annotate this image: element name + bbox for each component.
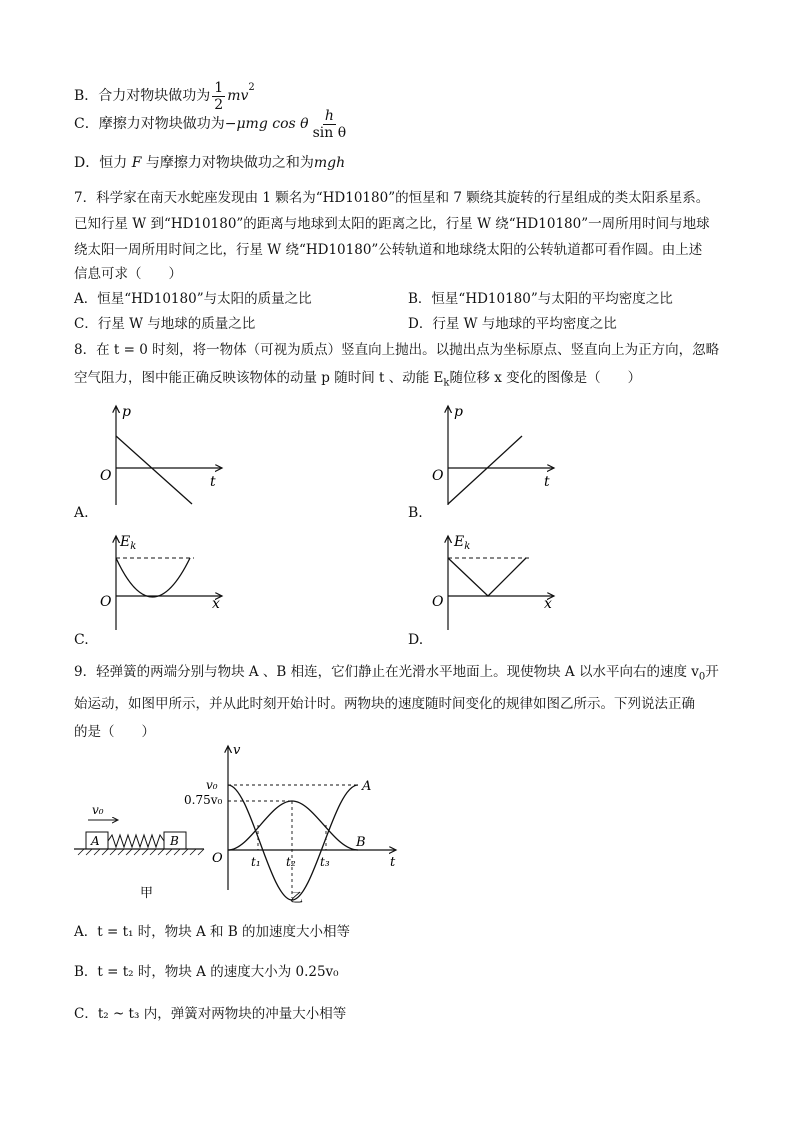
q8-b-p-label: p <box>454 404 463 420</box>
q6-b-sup: 2 <box>248 82 255 93</box>
q7-line-4: 信息可求（ ） <box>74 266 182 282</box>
q8-line-2 <box>74 368 641 394</box>
q6-d-tail: mgh <box>313 155 346 171</box>
q6-option-b <box>74 70 255 113</box>
q8-c-x-label: x <box>212 596 220 612</box>
q8-b-o-label: O <box>432 468 444 484</box>
q9-line-1-sub: 0 <box>698 671 706 683</box>
q9-option-a: A．t = t₁ 时，物块 A 和 B 的加速度大小相等 <box>74 924 351 940</box>
q8-b-line <box>448 436 522 504</box>
q9-yi-v0-label: v₀ <box>206 778 218 792</box>
q6-option-c <box>74 104 350 144</box>
q9-line-1-text: 9．轻弹簧的两端分别与物块 A 、B 相连，它们静止在光滑水平地面上。现使物块 A 以水平向右的速度 v <box>74 664 699 680</box>
q7-line-1: 7．科学家在南天水蛇座发现由 1 颗名为“HD10180”的恒星和 7 颗绕其旋转的行星组成的类太阳系星系。 <box>74 190 710 206</box>
q8-a-p-label: p <box>122 404 131 420</box>
q6-option-d <box>74 153 345 173</box>
q8-graph-d <box>426 530 586 635</box>
q6-b-text: B．合力对物块做功为 <box>74 88 211 104</box>
q6-c-den: sin θ <box>312 124 347 141</box>
q8-graph-c <box>90 530 250 635</box>
q7-line-3: 绕太阳一周所用时间之比，行星 W 绕“HD10180”公转轨道和地球绕太阳的公转轨道都可看作圆。由上述 <box>74 242 703 258</box>
q7-option-a: A．恒星“HD10180”与太阳的质量之比 <box>74 291 312 307</box>
q8-line-1: 8．在 t = 0 时刻，将一物体（可视为质点）竖直向上抛出。以抛出点为坐标原点、竖直向上为正方向，忽略 <box>74 342 720 358</box>
q8-graph-b <box>426 400 586 510</box>
q9-jia-caption: 甲 <box>140 886 154 901</box>
q8-c-ek-label: $E_k$ <box>120 534 137 552</box>
q6-b-tail: mv <box>227 88 249 104</box>
q9-yi-t3-label: t₃ <box>320 855 330 869</box>
q7-line-2: 已知行星 W 到“HD10180”的距离与地球到太阳的距离之比，行星 W 绕“HD10180”一周所用时间与地球 <box>74 216 710 232</box>
q9-yi-o-label: O <box>212 851 223 866</box>
q6-d-text: D．恒力 <box>74 155 128 171</box>
q9-line-3: 的是（ ） <box>74 724 155 740</box>
q8-a-o-label: O <box>100 468 112 484</box>
q8-option-c: C. <box>74 632 89 648</box>
q9-yi-curve-b-label: B <box>356 835 366 850</box>
q9-block-a-label: A <box>91 834 100 848</box>
q9-yi-curve-a <box>228 785 358 900</box>
q8-line-2-sub: k <box>443 377 450 389</box>
q8-d-x-label: x <box>544 596 552 612</box>
q8-d-ek-label: $E_k$ <box>454 534 471 552</box>
q9-line-1 <box>74 662 719 688</box>
q8-c-curve <box>116 558 190 597</box>
q9-figure-yi <box>184 740 410 906</box>
q9-yi-curve-a-label: A <box>362 779 372 794</box>
q7-option-b: B．恒星“HD10180”与太阳的平均密度之比 <box>408 291 673 307</box>
q9-figure-jia <box>70 800 210 900</box>
q6-d-f: F <box>131 155 142 171</box>
q8-b-t-label: t <box>544 474 550 490</box>
q9-yi-caption: 乙 <box>290 891 304 906</box>
q6-c-fraction <box>311 108 349 141</box>
q6-d-mid: 与摩擦力对物块做功之和为 <box>145 155 314 171</box>
q8-graph-a <box>90 400 250 510</box>
q8-d-o-label: O <box>432 594 444 610</box>
q8-option-d: D. <box>408 632 424 648</box>
q9-line-2: 始运动，如图甲所示，并从此时刻开始计时。两物块的速度随时间变化的规律如图乙所示。下列说法正确 <box>74 696 695 712</box>
q6-c-expr: −μmg cos θ <box>224 116 309 132</box>
q9-yi-t2-label: t₂ <box>286 855 296 869</box>
q9-spring <box>108 835 164 847</box>
q9-block-b-label: B <box>170 834 179 848</box>
q9-ground-hatch <box>78 849 204 855</box>
q9-option-b: B．t = t₂ 时，物块 A 的速度大小为 0.25v₀ <box>74 964 339 980</box>
q6-c-num: h <box>324 107 334 124</box>
q9-yi-t-label: t <box>390 855 396 870</box>
q7-option-c: C．行星 W 与地球的质量之比 <box>74 316 256 332</box>
q6-b-den: 2 <box>214 96 224 113</box>
q8-a-line <box>116 436 192 504</box>
q8-c-o-label: O <box>100 594 112 610</box>
q9-option-c: C．t₂ ~ t₃ 内，弹簧对两物块的冲量大小相等 <box>74 1006 347 1022</box>
q9-yi-v-label: v <box>233 743 241 758</box>
q6-b-num: 1 <box>214 79 224 96</box>
q8-option-b: B. <box>408 505 423 521</box>
q8-d-line <box>448 558 526 596</box>
q9-yi-v075-label: 0.75v₀ <box>184 793 223 807</box>
q9-yi-t1-label: t₁ <box>251 855 261 869</box>
q8-line-2-text: 空气阻力，图中能正确反映该物体的动量 p 随时间 t 、动能 E <box>74 370 444 386</box>
q9-jia-v0-label: v₀ <box>92 803 104 817</box>
q8-line-2-tail: 随位移 x 变化的图像是（ ） <box>449 370 642 386</box>
q6-c-text: C．摩擦力对物块做功为 <box>74 116 225 132</box>
q9-line-1-tail: 开 <box>705 664 719 680</box>
q7-option-d: D．行星 W 与地球的平均密度之比 <box>408 316 617 332</box>
q8-option-a: A. <box>74 505 89 521</box>
q8-a-t-label: t <box>210 474 216 490</box>
